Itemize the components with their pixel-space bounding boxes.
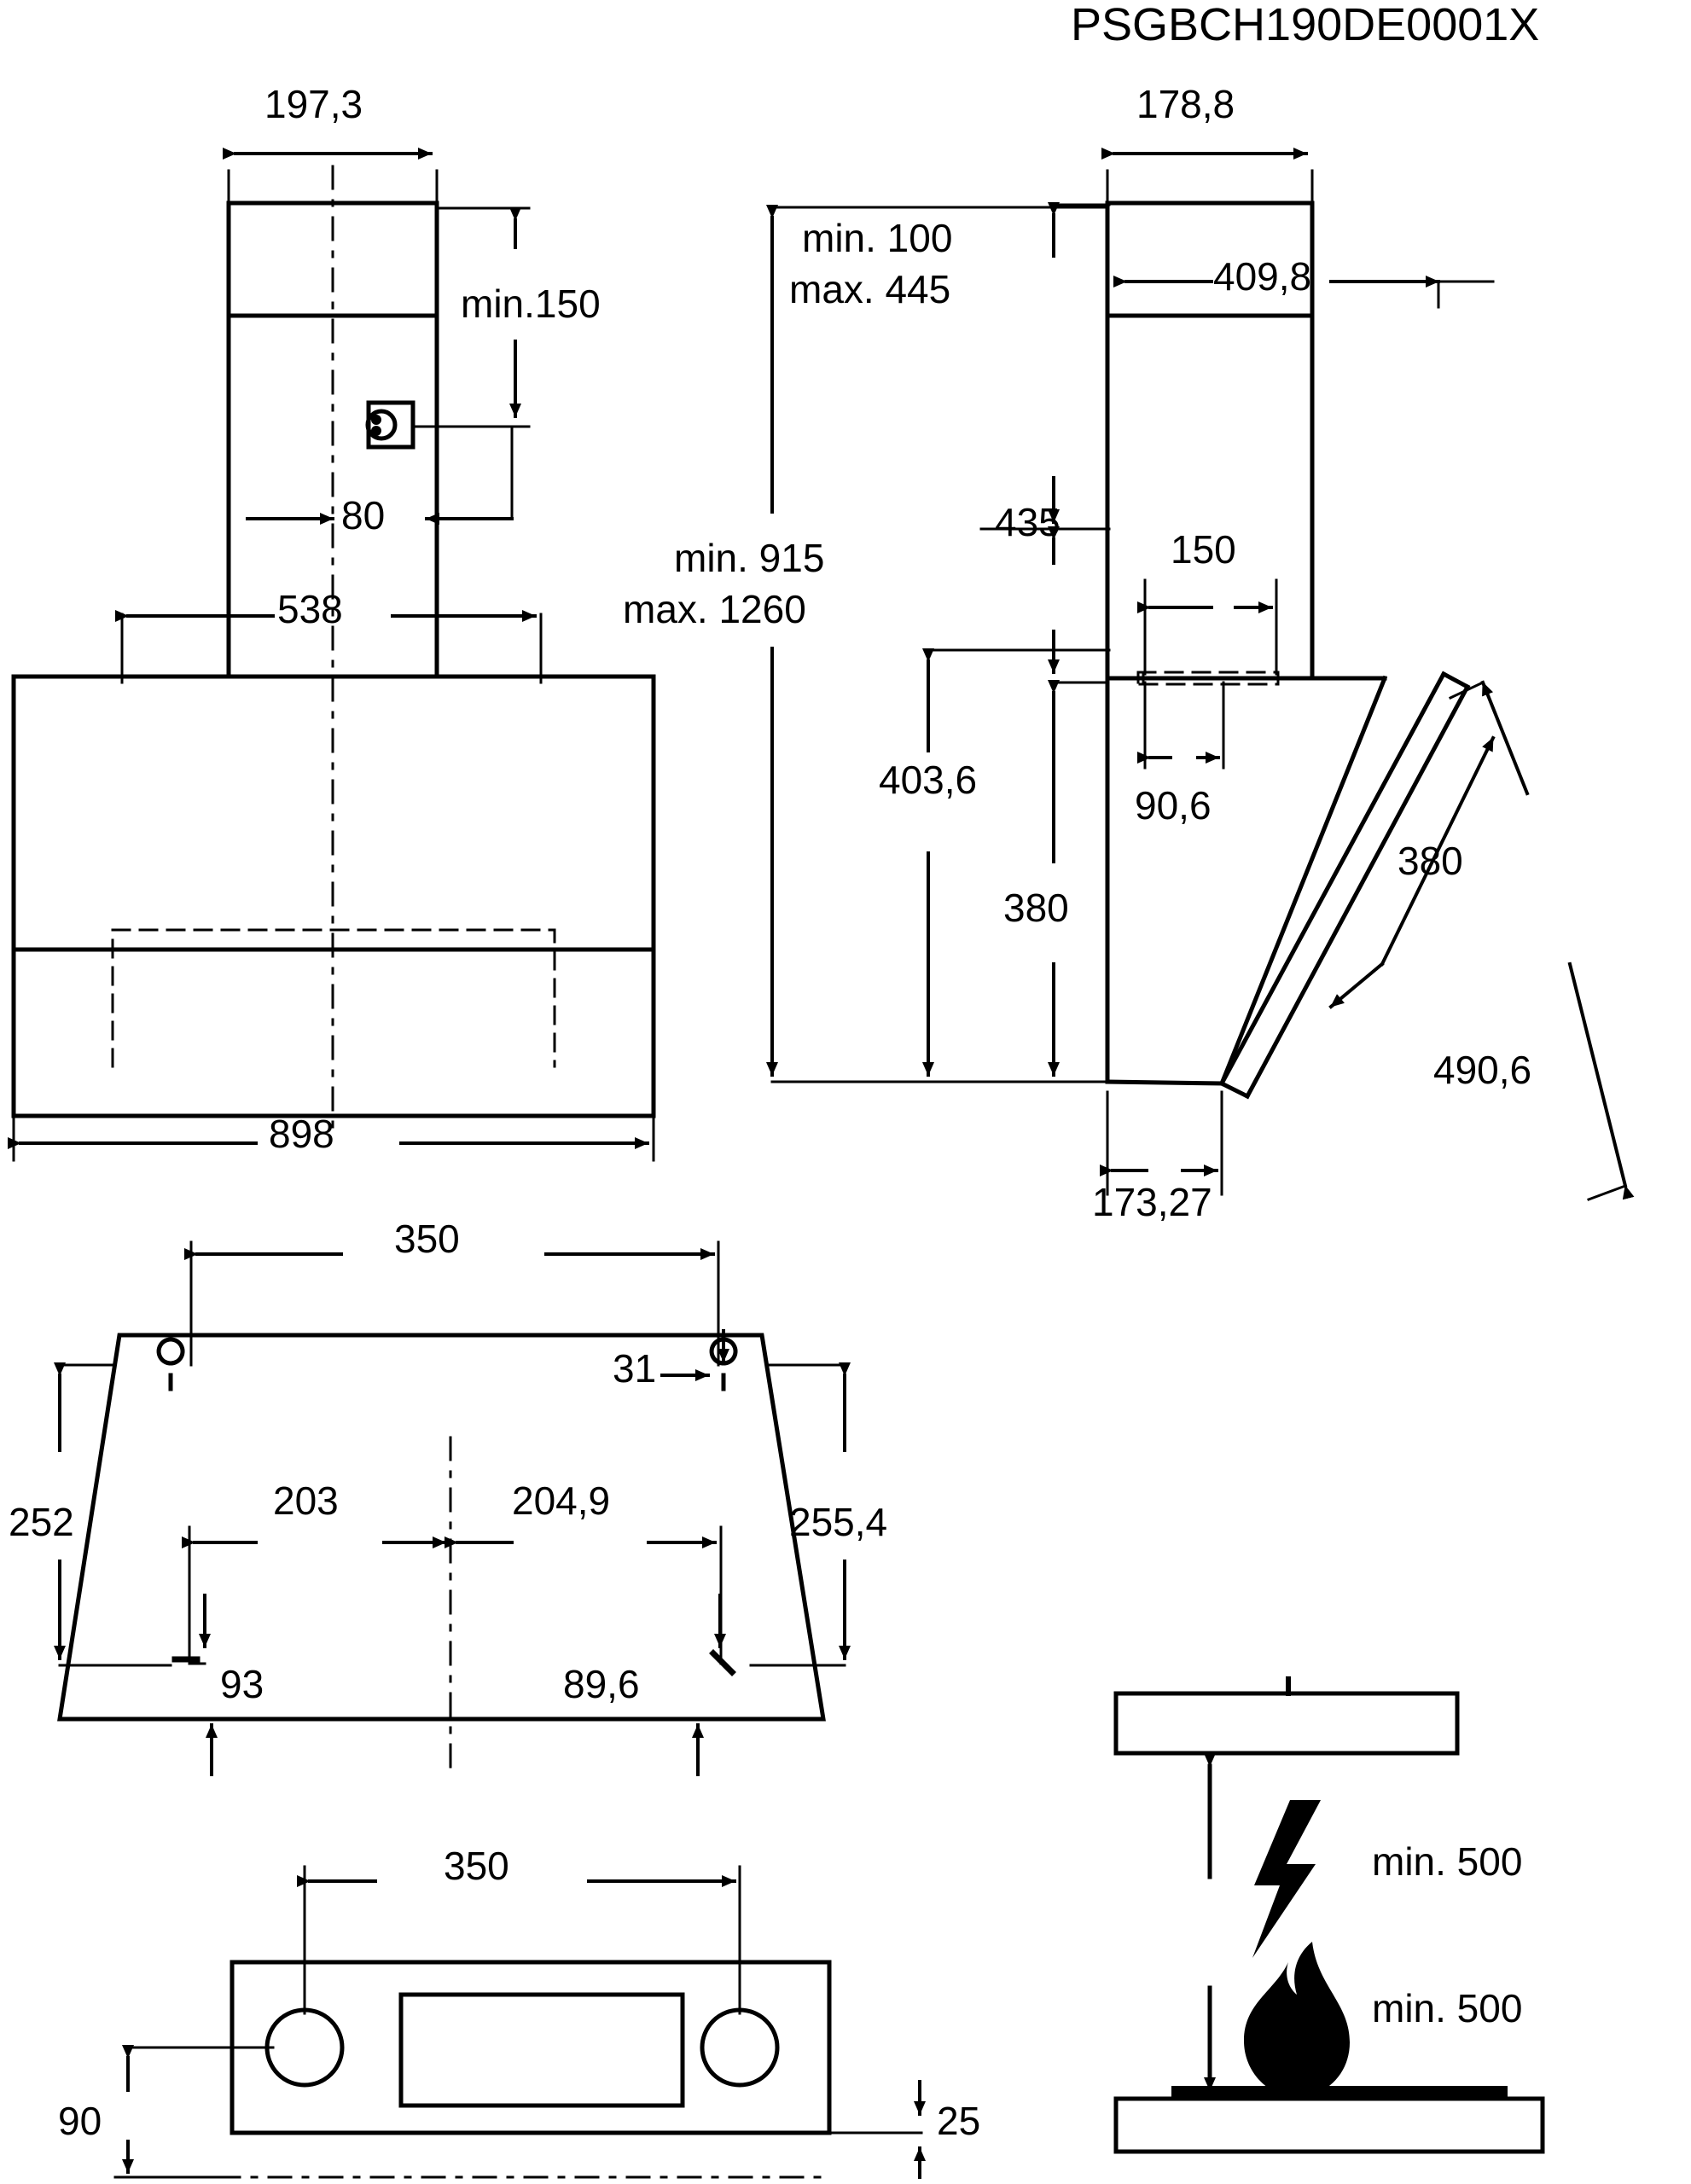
dim-side-min-915: min. 915 [674,536,825,580]
dim-bracket-90: 90 [58,2099,102,2143]
dim-side-min-100: min. 100 [802,216,953,260]
dim-side-duct-offset: 409,8 [1213,254,1312,299]
dim-bracket-25: 25 [937,2099,981,2143]
dim-side-380: 380 [1003,886,1069,930]
dim-side-duct-width-150: 150 [1171,527,1236,572]
dim-tpl-255-4: 255,4 [789,1500,888,1544]
dim-tpl-31: 31 [613,1346,657,1391]
dim-tpl-93: 93 [220,1662,264,1706]
dim-side-403-6: 403,6 [879,758,978,802]
dim-front-upper-width: 538 [277,587,343,631]
dim-side-glass-490-6: 490,6 [1433,1048,1532,1092]
dim-side-glass-380: 380 [1398,839,1463,883]
clearance-gas-label: min. 500 [1372,1986,1523,2030]
clearance-electric-label: min. 500 [1372,1839,1523,1884]
dim-side-base-depth: 173,27 [1092,1180,1212,1224]
dim-tpl-204-9: 204,9 [512,1478,611,1523]
dim-front-socket-offset: 80 [341,493,386,537]
drawing-title: PSGBCH190DE0001X [1071,0,1540,50]
dim-front-min-150: min.150 [461,282,601,326]
dim-front-chimney-width: 197,3 [264,82,363,126]
dim-tpl-top-350: 350 [394,1217,460,1261]
dim-tpl-89-6: 89,6 [563,1662,640,1706]
dim-bracket-350: 350 [444,1844,509,1888]
lightning-icon [1252,1800,1321,1958]
flame-icon [1244,1942,1350,2097]
dim-side-435: 435 [995,500,1061,544]
dim-front-body-width: 898 [269,1112,334,1156]
dim-tpl-203: 203 [273,1478,339,1523]
dim-tpl-252: 252 [9,1500,74,1544]
dim-side-90-6: 90,6 [1135,783,1212,828]
dim-side-max-445: max. 445 [789,267,951,311]
dim-side-max-1260: max. 1260 [623,587,806,631]
dim-side-chimney-depth: 178,8 [1136,82,1235,126]
